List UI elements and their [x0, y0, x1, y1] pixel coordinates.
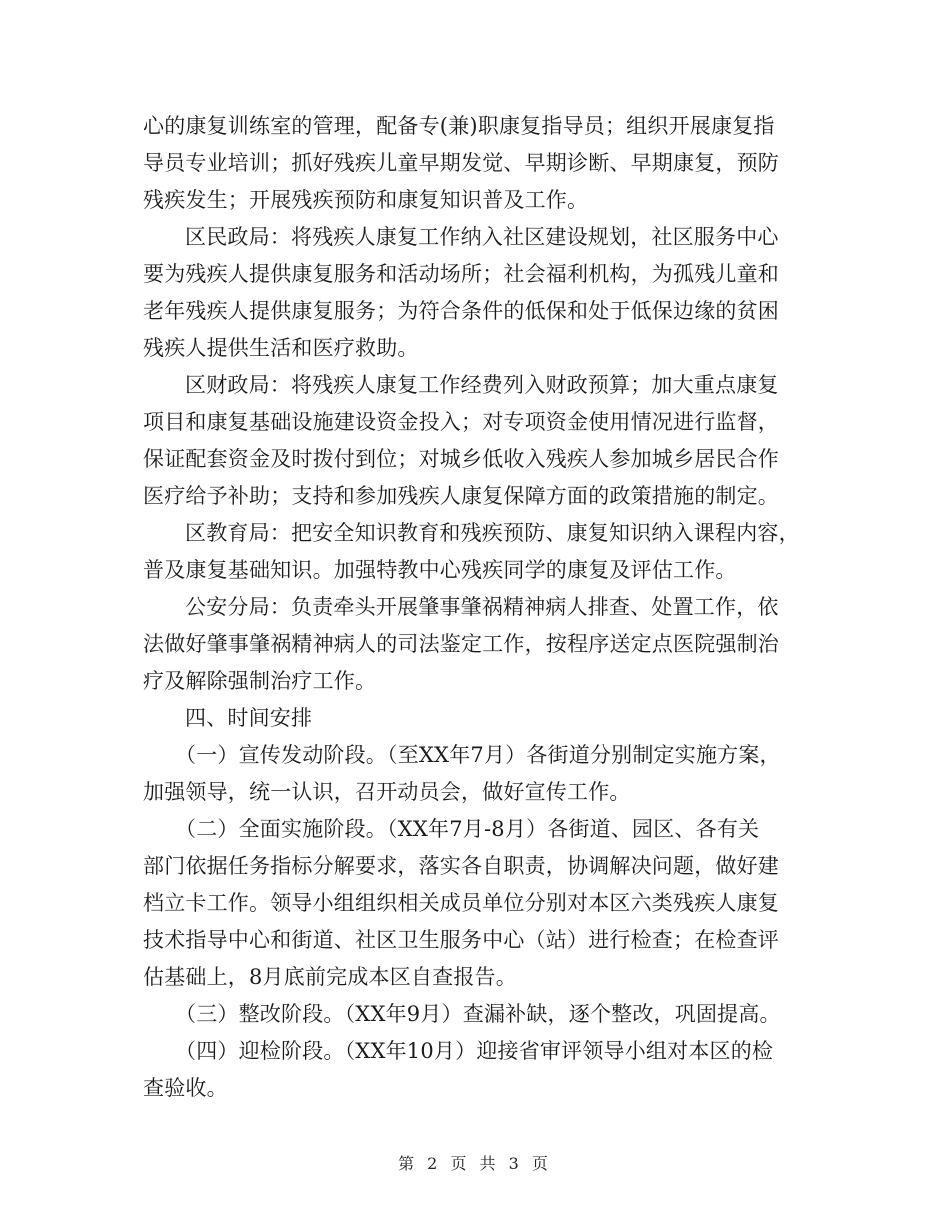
section-heading: 四、时间安排 [185, 706, 313, 730]
text-line: 普及康复基础知识。加强特教中心残疾同学的康复及评估工作。 [143, 558, 737, 582]
text-line: 医疗给予补助；支持和参加残疾人康复保障方面的政策措施的制定。 [143, 484, 779, 508]
text-line: 要为残疾人提供康复服务和活动场所；社会福利机构，为孤残儿童和 [143, 262, 779, 286]
text-line: 区教育局：把安全知识教育和残疾预防、康复知识纳入课程内容， [185, 521, 800, 545]
text-line: 部门依据任务指标分解要求，落实各自职责，协调解决问题，做好建 [143, 854, 779, 878]
text-line: （一）宣传发动阶段。（至XX年7月）各街道分别制定实施方案， [175, 743, 781, 767]
text-line: （二）全面实施阶段。（XX年7月-8月）各街道、园区、各有关 [175, 817, 760, 841]
text-line: 技术指导中心和街道、社区卫生服务中心（站）进行检查；在检查评 [143, 928, 779, 952]
text-line: 残疾人提供生活和医疗救助。 [143, 336, 419, 360]
text-line: 项目和康复基础设施建设资金投入；对专项资金使用情况进行监督， [143, 410, 779, 434]
text-line: 导员专业培训；抓好残疾儿童早期发觉、早期诊断、早期康复，预防 [143, 151, 779, 175]
text-line: 加强领导，统一认识，召开动员会，做好宣传工作。 [143, 780, 631, 804]
text-line: （四）迎检阶段。（XX年10月）迎接省审评领导小组对本区的检 [175, 1039, 774, 1063]
text-line: 区财政局：将残疾人康复工作经费列入财政预算；加大重点康复 [185, 373, 779, 397]
text-line: 疗及解除强制治疗工作。 [143, 669, 377, 693]
text-line: 查验收。 [143, 1076, 228, 1100]
text-line: 档立卡工作。领导小组组织相关成员单位分别对本区六类残疾人康复 [143, 891, 779, 915]
text-line: 保证配套资金及时拨付到位；对城乡低收入残疾人参加城乡居民合作 [143, 447, 779, 471]
text-line: 老年残疾人提供康复服务；为符合条件的低保和处于低保边缘的贫困 [143, 299, 779, 323]
text-line: 区民政局：将残疾人康复工作纳入社区建设规划，社区服务中心 [185, 225, 779, 249]
text-line: 残疾发生；开展残疾预防和康复知识普及工作。 [143, 188, 589, 212]
text-line: 公安分局：负责牵头开展肇事肇祸精神病人排查、处置工作，依 [185, 595, 779, 619]
text-line: 心的康复训练室的管理，配备专(兼)职康复指导员；组织开展康复指 [143, 114, 775, 138]
page-number-footer: 第 2 页 共 3 页 [398, 1154, 552, 1173]
text-line: （三）整改阶段。（XX年9月）查漏补缺，逐个整改，巩固提高。 [175, 1002, 781, 1026]
text-line: 法做好肇事肇祸精神病人的司法鉴定工作，按程序送定点医院强制治 [143, 632, 779, 656]
text-line: 估基础上，8月底前完成本区自查报告。 [143, 965, 517, 989]
